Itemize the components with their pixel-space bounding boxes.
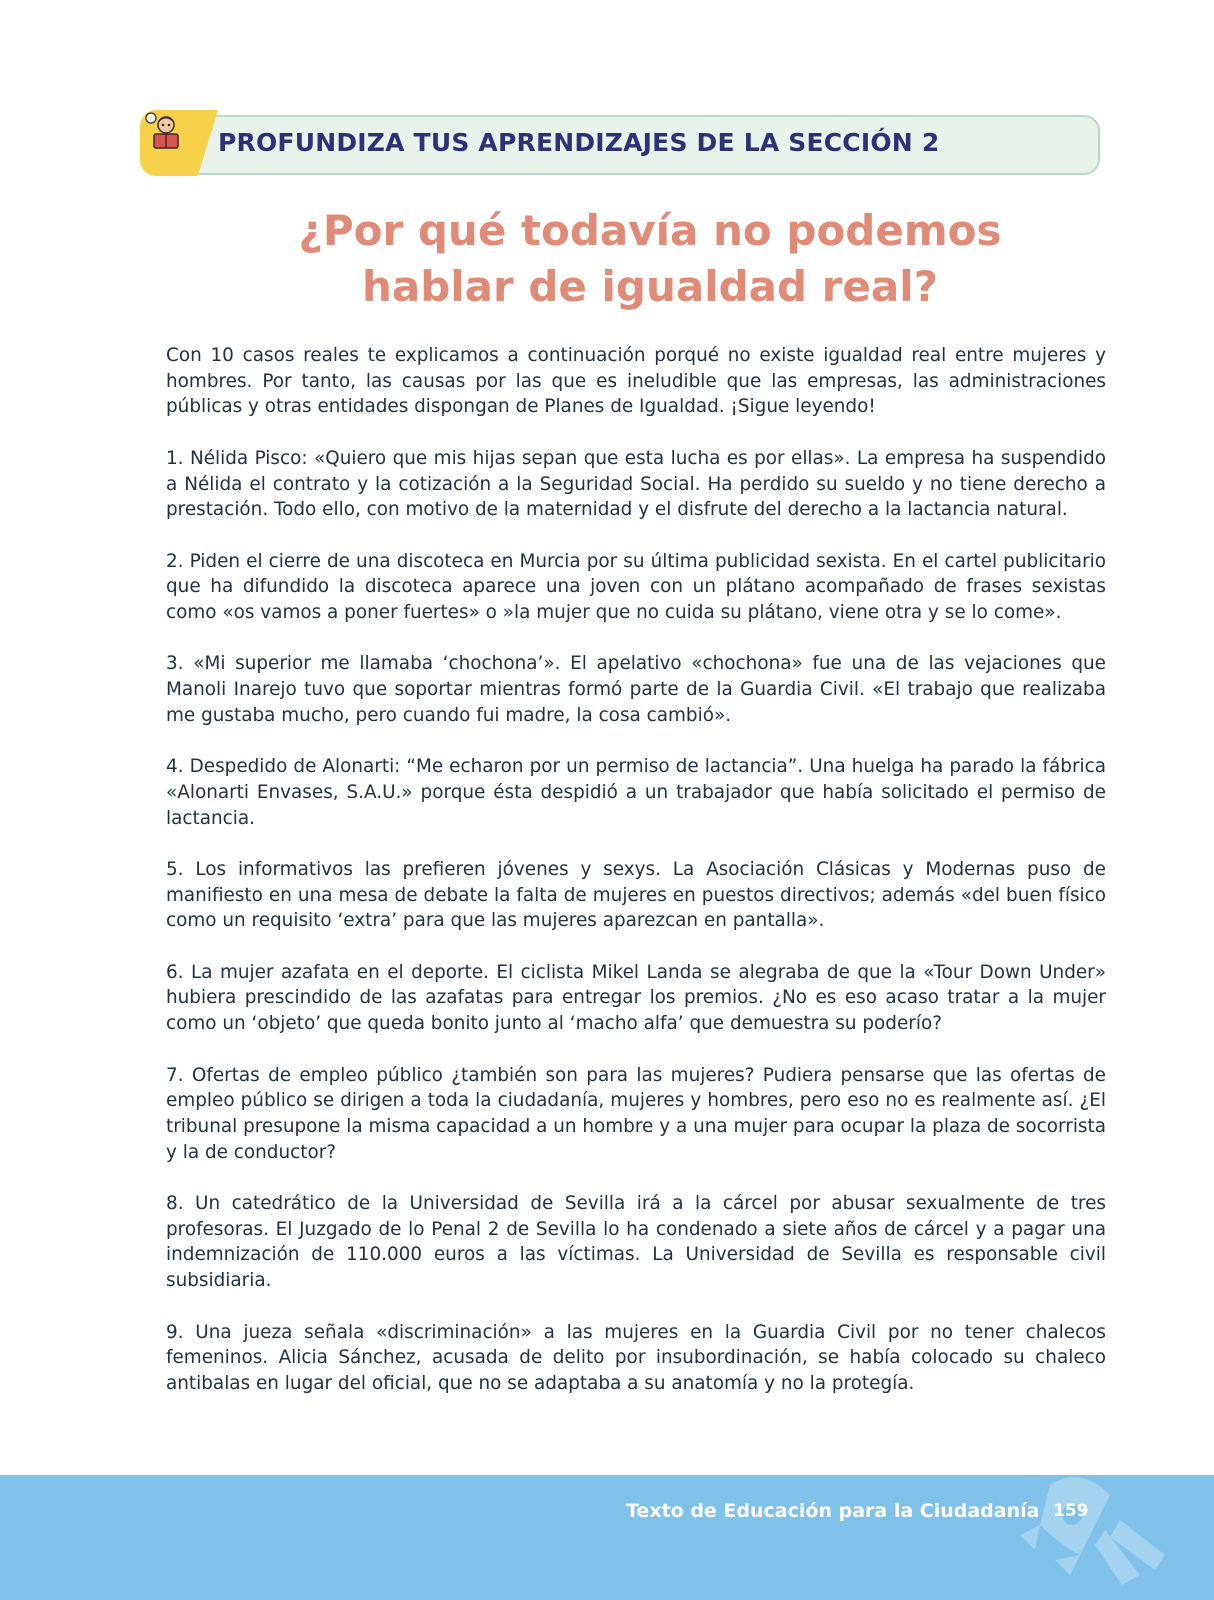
section-title: PROFUNDIZA TUS APRENDIZAJES DE LA SECCIÓN 2 [218, 128, 940, 157]
page-title-line-1: ¿Por qué todavía no podemos [298, 206, 1002, 255]
page-title [180, 203, 1120, 315]
case-2-paragraph: 2. Piden el cierre de una discoteca en Murcia por su última publicidad sexista. En el cartel publicitario que ha difundido la discoteca aparece una joven con un plátano acompañado de frases sexistas como «os vamos a poner fuertes» o »la mujer que no cuida su plátano, viene otra y se lo come». [166, 550, 1106, 623]
page-title-line-2: hablar de igualdad real? [361, 262, 939, 311]
article-body [166, 343, 1106, 1422]
case-1-paragraph: 1. Nélida Pisco: «Quiero que mis hijas sepan que esta lucha es por ellas». La empresa ha suspendido a Nélida el contrato y la cotización a la Seguridad Social. Ha perdido su sueldo y no tiene derecho a prestación. Todo ello, con motivo de la maternidad y el disfrute del derecho a la lactancia natural. [166, 447, 1106, 521]
case-5-paragraph: 5. Los informativos las prefieren jóvenes y sexys. La Asociación Clásicas y Modernas puso de manifiesto en una mesa de debate la falta de mujeres en puestos directivos; además «del buen físico como un requisito ‘extra’ para que las mujeres aparezcan en pantalla». [166, 858, 1106, 932]
case-4-paragraph: 4. Despedido de Alonarti: “Me echaron por un permiso de lactancia”. Una huelga ha parado la fábrica «Alonarti Envases, S.A.U.» porque ésta despidió a un trabajador que había solicitado el permiso de lactancia. [166, 756, 1106, 829]
reading-student-icon [143, 110, 189, 156]
case-6-paragraph: 6. La mujer azafata en el deporte. El ciclista Mikel Landa se alegraba de que la «Tour Down Under» hubiera prescindido de las azafatas para entregar los premios. ¿No es eso acaso tratar a la mujer como un ‘objeto’ que queda bonito junto al ‘macho alfa’ que demuestra su poderío? [166, 961, 1106, 1035]
case-7-paragraph: 7. Ofertas de empleo público ¿también son para las mujeres? Pudiera pensarse que las ofertas de empleo público se dirigen a toda la ciudadanía, mujeres y hombres, pero eso no es realmente así. ¿El tribunal presupone la misma capacidad a un hombre y a una mujer para ocupar la plaza de socorrista y la de conductor? [166, 1064, 1106, 1163]
book-title: Texto de Educación para la Ciudadanía [626, 1500, 1040, 1522]
page-number: 159 [1053, 1501, 1089, 1521]
case-8-paragraph: 8. Un catedrático de la Universidad de Sevilla irá a la cárcel por abusar sexualmente de tres profesoras. El Juzgado de lo Penal 2 de Sevilla lo ha condenado a siete años de cárcel y a pagar una indemnización de 110.000 euros a las víctimas. La Universidad de Sevilla es responsable civil subsidiaria. [166, 1193, 1106, 1292]
case-9-paragraph: 9. Una jueza señala «discriminación» a las mujeres en la Guardia Civil por no tener chalecos femeninos. Alicia Sánchez, acusada de delito por insubordinación, se había colocado su chaleco antibalas en lugar del oficial, que no se adaptaba a su anatomía y no la protegía. [166, 1321, 1106, 1394]
intro-paragraph: Con 10 casos reales te explicamos a continuación porqué no existe igualdad real entre mujeres y hombres. Por tanto, las causas por las que es ineludible que las empresas, las administraciones públicas y otras entidades dispongan de Planes de Igualdad. ¡Sigue leyendo! [166, 345, 1106, 418]
case-3-paragraph: 3. «Mi superior me llamaba ‘chochona’». El apelativo «chochona» fue una de las vejaciones que Manoli Inarejo tuvo que soportar mientras formó parte de la Guardia Civil. «El trabajo que realizaba me gustaba mucho, pero cuando fui madre, la cosa cambió». [166, 653, 1106, 726]
rocket-icon [1010, 1475, 1190, 1600]
page-footer [0, 1475, 1214, 1600]
